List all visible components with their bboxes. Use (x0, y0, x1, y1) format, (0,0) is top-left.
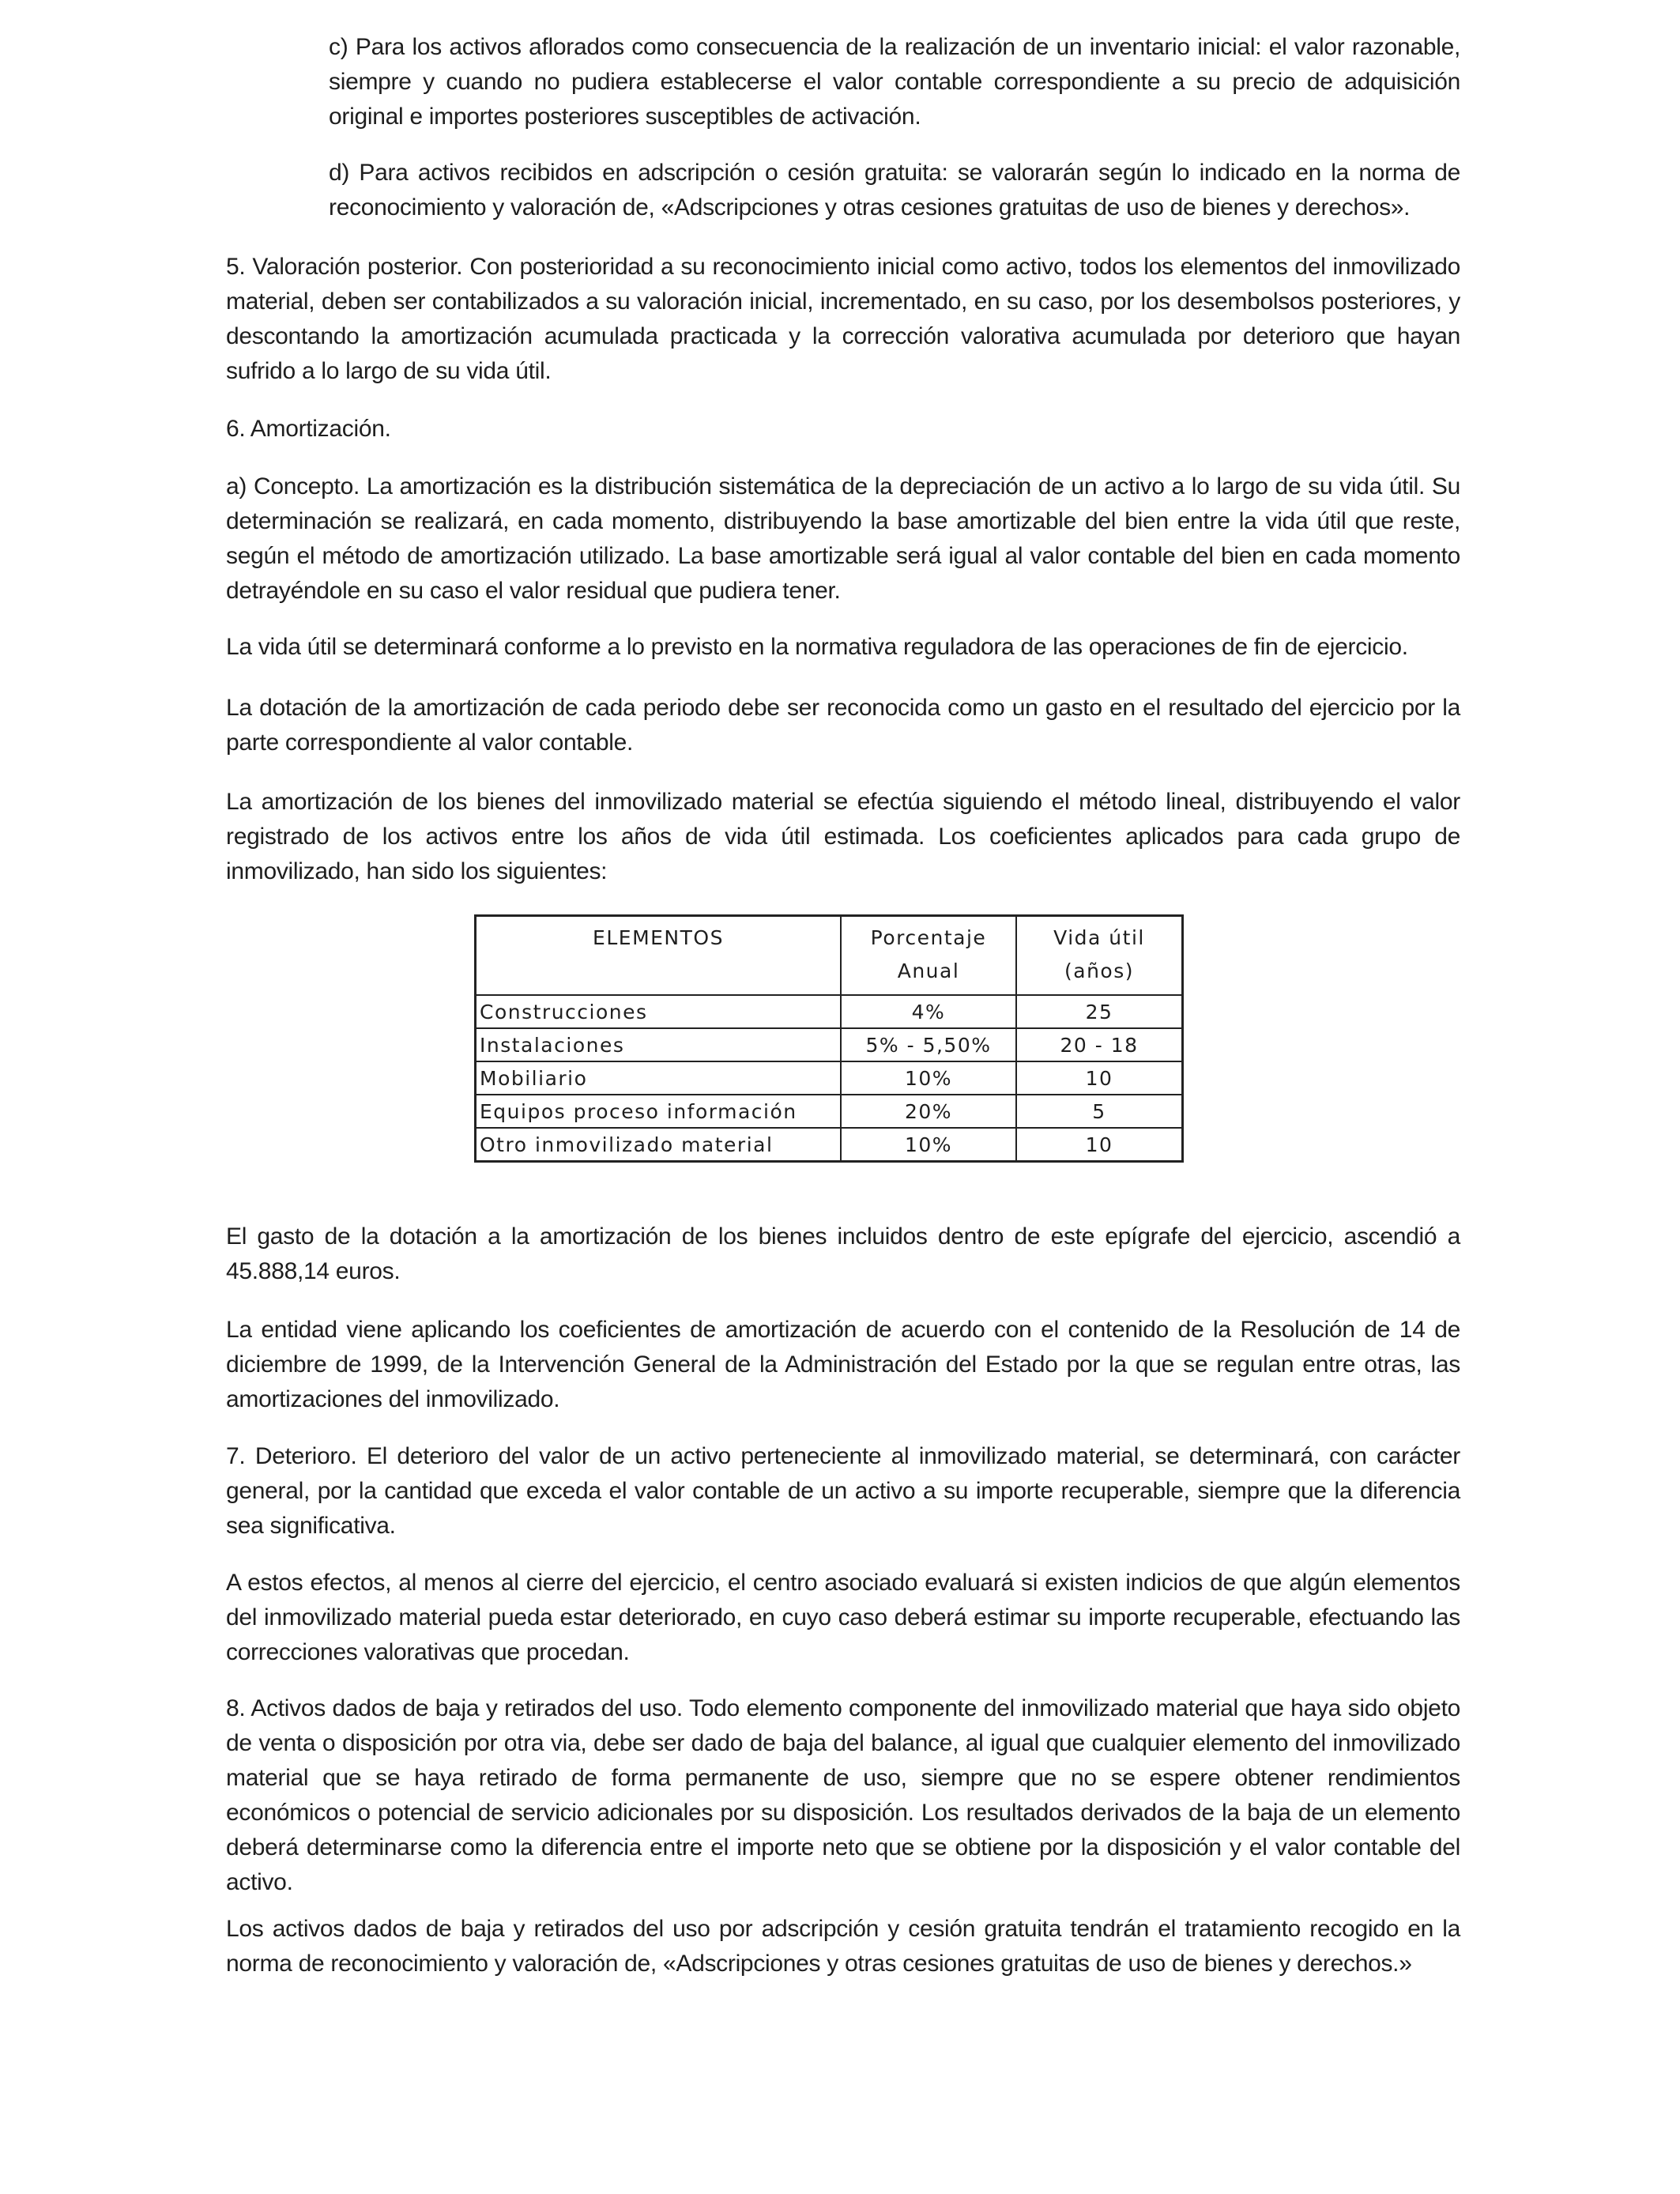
paragraph-8-text: 8. Activos dados de baja y retirados del uso. Todo elemento componente del inmovilizado material que haya sido objeto de venta o disposición por otra via, debe ser dado de baja del balance, al igual que cualquier elemento del inmovilizado material que se haya retirado de forma permanente de uso, siempre que no se espere obtener rendimientos económicos o potencial de servicio adicionales por su disposición. Los resultados derivados de la baja de un elemento deberá determinarse como la diferencia entre el importe neto que se obtiene por la disposición y el valor contable del activo. (226, 1695, 1460, 1895)
table-row (476, 1061, 1183, 1095)
cell-elemento: Otro inmovilizado material (476, 1128, 842, 1162)
table-row (476, 1128, 1183, 1162)
cell-porcentaje: 10% (841, 1061, 1016, 1095)
header-porcentaje (841, 916, 1016, 996)
cell-porcentaje: 20% (841, 1095, 1016, 1128)
paragraph-resolucion-text: La entidad viene aplicando los coeficientes de amortización de acuerdo con el contenido de la Resolución de 14 de diciembre de 1999, de la Intervención General de la Administración del Estado por la que se regulan entre otras, las amortizaciones del inmovilizado. (226, 1317, 1460, 1412)
paragraph-final-text: Los activos dados de baja y retirados del uso por adscripción y cesión gratuita tendrán el tratamiento recogido en la norma de reconocimiento y valoración de, «Adscripciones y otras cesiones gratuitas de uso de bienes y derechos.» (226, 1916, 1460, 1977)
section-6-title: 6. Amortización. (226, 416, 391, 442)
cell-vida: 20 - 18 (1016, 1028, 1183, 1061)
paragraph-vida-util (226, 630, 1460, 665)
cell-porcentaje: 4% (841, 995, 1016, 1028)
paragraph-5-text: 5. Valoración posterior. Con posterioridad a su reconocimiento inicial como activo, todos los elementos del inmovilizado material, deben ser contabilizados a su valoración inicial, incrementado, en su caso, por los desembolsos posteriores, y descontando la amortización acumulada practicada y la corrección valorativa acumulada por deterioro que hayan sufrido a lo largo de su vida útil. (226, 254, 1460, 384)
header-vida-line1: Vida útil (1053, 926, 1145, 949)
cell-elemento: Mobiliario (476, 1061, 842, 1095)
cell-vida: 25 (1016, 995, 1183, 1028)
cell-vida: 5 (1016, 1095, 1183, 1128)
paragraph-metodo-lineal-text: La amortización de los bienes del inmovilizado material se efectúa siguiendo el método lineal, distribuyendo el valor registrado de los activos entre los años de vida útil estimada. Los coeficientes aplicados para cada grupo de inmovilizado, han sido los siguientes: (226, 789, 1460, 884)
paragraph-d (329, 156, 1460, 225)
table-row (476, 1095, 1183, 1128)
header-porcentaje-line1: Porcentaje (870, 926, 987, 949)
paragraph-dotacion-text: La dotación de la amortización de cada periodo debe ser reconocida como un gasto en el resultado del ejercicio por la parte correspondiente al valor contable. (226, 695, 1460, 756)
paragraph-c-text: c) Para los activos aflorados como consecuencia de la realización de un inventario inicial: el valor razonable, siempre y cuando no pudiera establecerse el valor contable correspondiente a su precio de adquisición original e importes posteriores susceptibles de activación. (329, 34, 1460, 130)
paragraph-6-heading (226, 412, 1460, 447)
table-row (476, 1028, 1183, 1061)
header-porcentaje-line2: Anual (897, 959, 960, 982)
header-vida-util (1016, 916, 1183, 996)
paragraph-gasto-text: El gasto de la dotación a la amortización de los bienes incluidos dentro de este epígrafe del ejercicio, ascendió a 45.888,14 euros. (226, 1223, 1460, 1284)
paragraph-6a (226, 469, 1460, 609)
table-row (476, 995, 1183, 1028)
paragraph-5 (226, 250, 1460, 389)
header-vida-line2: (años) (1064, 959, 1134, 982)
paragraph-8 (226, 1691, 1460, 1900)
paragraph-gasto (226, 1220, 1460, 1289)
paragraph-estos-efectos (226, 1566, 1460, 1670)
paragraph-d-text: d) Para activos recibidos en adscripción o cesión gratuita: se valorarán según lo indicado en la norma de reconocimiento y valoración de, «Adscripciones y otras cesiones gratuitas de uso de bienes y derechos». (329, 160, 1460, 221)
cell-vida: 10 (1016, 1061, 1183, 1095)
paragraph-6a-text: a) Concepto. La amortización es la distribución sistemática de la depreciación de un activo a lo largo de su vida útil. Su determinación se realizará, en cada momento, distribuyendo la base amortizable del bien entre la vida útil que reste, según el método de amortización utilizado. La base amortizable será igual al valor contable del bien en cada momento detrayéndole en su caso el valor residual que pudiera tener. (226, 473, 1460, 604)
cell-elemento: Construcciones (476, 995, 842, 1028)
table-header-row (476, 916, 1183, 996)
cell-elemento: Equipos proceso información (476, 1095, 842, 1128)
paragraph-7 (226, 1439, 1460, 1544)
paragraph-estos-efectos-text: A estos efectos, al menos al cierre del ejercicio, el centro asociado evaluará si existen indicios de que algún elementos del inmovilizado material pueda estar deteriorado, en cuyo caso deberá estimar su importe recuperable, efectuando las correcciones valorativas que procedan. (226, 1570, 1460, 1665)
paragraph-c (329, 30, 1460, 134)
paragraph-final (226, 1912, 1460, 1981)
cell-elemento: Instalaciones (476, 1028, 842, 1061)
paragraph-metodo-lineal (226, 785, 1460, 889)
amortization-table (474, 914, 1184, 1163)
paragraph-dotacion (226, 691, 1460, 760)
paragraph-vida-util-text: La vida útil se determinará conforme a lo previsto en la normativa reguladora de las operaciones de fin de ejercicio. (226, 634, 1408, 660)
cell-porcentaje: 10% (841, 1128, 1016, 1162)
header-elementos: ELEMENTOS (476, 916, 842, 996)
cell-vida: 10 (1016, 1128, 1183, 1162)
paragraph-resolucion (226, 1313, 1460, 1417)
amortization-table-wrapper (474, 914, 1184, 1163)
cell-porcentaje: 5% - 5,50% (841, 1028, 1016, 1061)
paragraph-7-text: 7. Deterioro. El deterioro del valor de un activo perteneciente al inmovilizado material, se determinará, con carácter general, por la cantidad que exceda el valor contable de un activo a su importe recuperable, siempre que la diferencia sea significativa. (226, 1443, 1460, 1539)
